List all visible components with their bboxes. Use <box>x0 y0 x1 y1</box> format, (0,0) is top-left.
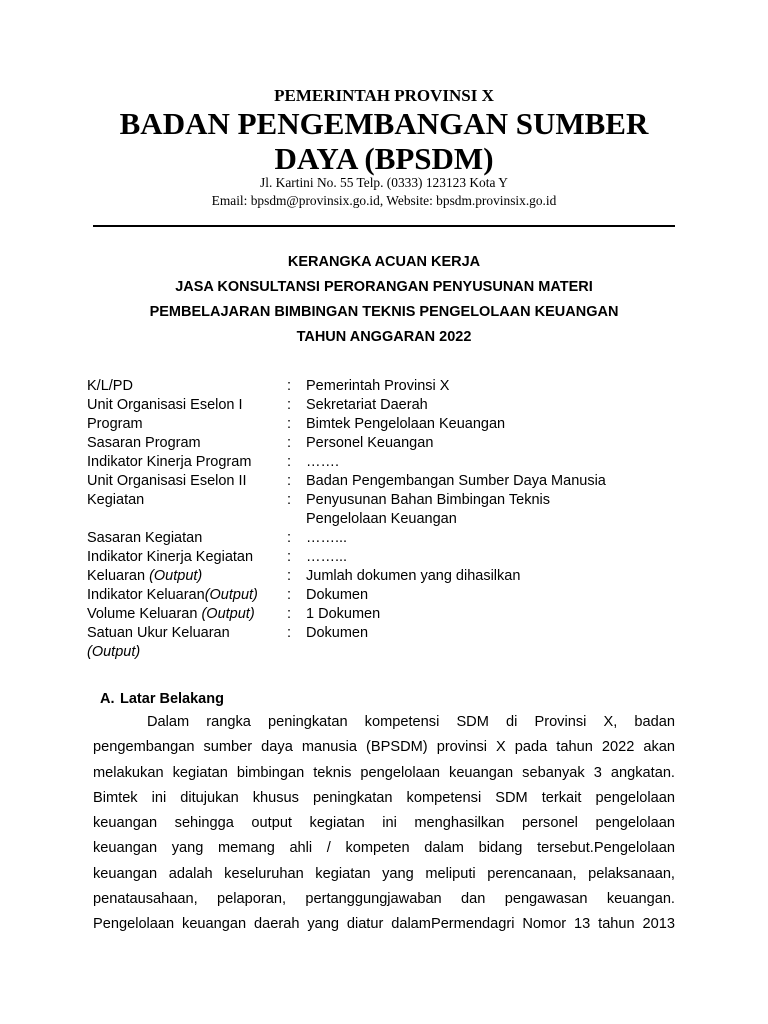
meta-value: Dokumen <box>306 625 369 641</box>
meta-row-keluaran <box>87 567 687 586</box>
meta-label-text: Satuan Ukur Keluaran <box>87 625 230 641</box>
meta-separator: : <box>287 568 292 584</box>
meta-value: Jumlah dokumen yang dihasilkan <box>306 568 521 584</box>
meta-row-program <box>87 415 687 434</box>
letterhead-government: PEMERINTAH PROVINSI X <box>274 86 494 105</box>
meta-separator: : <box>287 378 292 394</box>
meta-value: Personel Keuangan <box>306 435 434 451</box>
meta-separator: : <box>287 625 292 641</box>
paragraph-line: Bimtek ini ditujukan khusus peningkatan kompetensi SDM terkait pengelolaan <box>93 789 675 806</box>
meta-value: Dokumen <box>306 587 369 603</box>
meta-separator: : <box>287 587 292 603</box>
meta-value: Bimtek Pengelolaan Keuangan <box>306 416 506 432</box>
doc-title-line1: KERANGKA ACUAN KERJA <box>287 254 481 270</box>
section-title: Latar Belakang <box>120 691 224 707</box>
meta-label <box>87 624 282 662</box>
meta-row-volume-keluaran <box>87 605 687 624</box>
letterhead-divider <box>93 225 675 227</box>
meta-row-indikator-keluaran <box>87 586 687 605</box>
meta-value-line: Pengelolaan Keuangan <box>306 511 457 527</box>
meta-label: Kegiatan <box>87 492 145 508</box>
meta-separator: : <box>287 549 292 565</box>
meta-label: Indikator Kinerja Kegiatan <box>87 549 254 565</box>
meta-row-unit-eselon-1 <box>87 396 687 415</box>
meta-label <box>87 605 282 624</box>
meta-label-emphasis: (Output) <box>87 644 141 660</box>
paragraph-line: melakukan kegiatan bimbingan teknis pengelolaan keuangan sebanyak 3 angkatan. <box>93 764 675 781</box>
paragraph-line: Dalam rangka peningkatan kompetensi SDM di Provinsi X, badan <box>147 714 675 730</box>
meta-separator: : <box>287 492 292 508</box>
meta-row-klpd <box>87 377 687 396</box>
meta-separator: : <box>287 435 292 451</box>
meta-value: Badan Pengembangan Sumber Daya Manusia <box>306 473 606 489</box>
meta-value: ……. <box>306 454 340 470</box>
meta-label: Program <box>87 416 143 432</box>
meta-row-kegiatan <box>87 491 687 529</box>
meta-value <box>306 491 687 529</box>
meta-row-indikator-program <box>87 453 687 472</box>
meta-label-emphasis: (Output) <box>201 606 255 622</box>
meta-label: Unit Organisasi Eselon II <box>87 473 247 489</box>
meta-label-text: Volume Keluaran <box>87 606 202 622</box>
paragraph-line: keuangan yang memang ahli / kompeten dalam bidang tersebut.Pengelolaan <box>93 840 675 857</box>
section-letter: A. <box>100 691 115 707</box>
meta-label-text: Indikator Keluaran <box>87 587 205 603</box>
letterhead-agency-line2: DAYA (BPSDM) <box>274 141 494 176</box>
meta-separator: : <box>287 473 292 489</box>
meta-row-sasaran-kegiatan <box>87 529 687 548</box>
meta-value: ……... <box>306 549 348 565</box>
meta-separator: : <box>287 606 292 622</box>
letterhead-address: Jl. Kartini No. 55 Telp. (0333) 123123 Kota Y <box>260 175 508 190</box>
meta-label-emphasis: (Output) <box>149 568 203 584</box>
meta-value: Sekretariat Daerah <box>306 397 428 413</box>
meta-row-satuan-ukur <box>87 624 687 660</box>
meta-label <box>87 567 282 586</box>
doc-title-line4: TAHUN ANGGARAN 2022 <box>296 329 472 345</box>
meta-label-emphasis: (Output) <box>204 587 258 603</box>
meta-separator: : <box>287 454 292 470</box>
meta-separator: : <box>287 416 292 432</box>
meta-row-sasaran-program <box>87 434 687 453</box>
latar-belakang-paragraph <box>93 710 675 938</box>
paragraph-line: penatausahaan, pelaporan, pertanggungjawaban dan pengawasan keuangan. <box>93 891 675 908</box>
paragraph-line: pengembangan sumber daya manusia (BPSDM) provinsi X pada tahun 2022 akan <box>93 739 675 756</box>
doc-title-line3: PEMBELAJARAN BIMBINGAN TEKNIS PENGELOLAAN KEUANGAN <box>149 304 619 320</box>
meta-label-text: Keluaran <box>87 568 150 584</box>
letterhead-agency <box>0 106 768 176</box>
meta-separator: : <box>287 397 292 413</box>
section-heading-latar-belakang <box>100 690 224 708</box>
paragraph-line: keuangan sehingga output kegiatan ini menghasilkan personel pengelolaan <box>93 815 675 832</box>
meta-label: K/L/PD <box>87 378 133 394</box>
meta-value: 1 Dokumen <box>306 606 381 622</box>
metadata-table <box>87 377 687 660</box>
meta-separator: : <box>287 530 292 546</box>
meta-label <box>87 586 282 605</box>
meta-label: Indikator Kinerja Program <box>87 454 252 470</box>
letterhead-agency-line1: BADAN PENGEMBANGAN SUMBER <box>119 106 649 141</box>
doc-title-line2: JASA KONSULTANSI PERORANGAN PENYUSUNAN MATERI <box>175 279 593 295</box>
meta-label: Sasaran Kegiatan <box>87 530 203 546</box>
meta-value-line: Penyusunan Bahan Bimbingan Teknis <box>306 492 550 508</box>
meta-value: Pemerintah Provinsi X <box>306 378 450 394</box>
paragraph-line: keuangan adalah keseluruhan kegiatan yang meliputi perencanaan, pelaksanaan, <box>93 865 675 882</box>
meta-label: Unit Organisasi Eselon I <box>87 397 243 413</box>
letterhead-contact: Email: bpsdm@provinsix.go.id, Website: bpsdm.provinsix.go.id <box>211 193 557 208</box>
paragraph-line: Pengelolaan keuangan daerah yang diatur dalamPermendagri Nomor 13 tahun 2013 <box>93 916 675 933</box>
meta-value: ……... <box>306 530 348 546</box>
meta-row-unit-eselon-2 <box>87 472 687 491</box>
meta-row-indikator-kegiatan <box>87 548 687 567</box>
meta-label: Sasaran Program <box>87 435 201 451</box>
